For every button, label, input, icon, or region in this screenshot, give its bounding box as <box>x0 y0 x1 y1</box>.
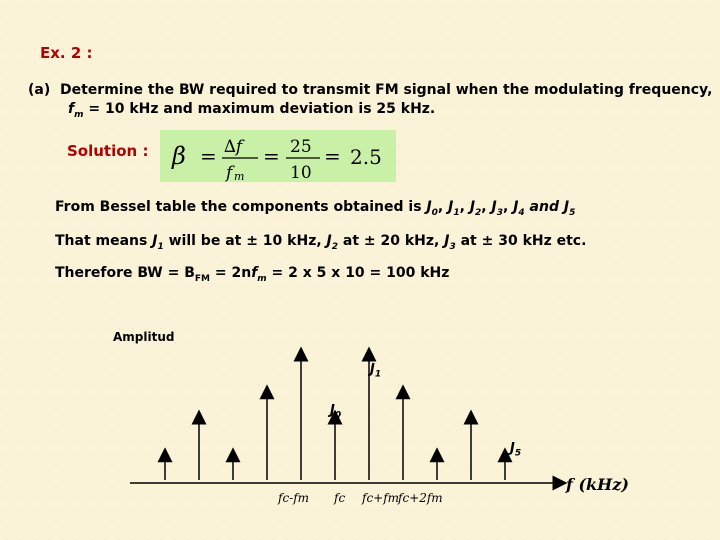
example-title: Ex. 2 : <box>40 44 93 62</box>
frequency-axis-label: f (kHz) <box>566 475 629 494</box>
j2-label: J <box>469 199 476 215</box>
solution-label: Solution : <box>67 142 149 160</box>
l2-j2-sub: 2 <box>331 241 339 252</box>
l2-j1-sub: 1 <box>157 241 164 252</box>
j1-label: J <box>448 199 454 215</box>
m-sub: m <box>234 170 245 182</box>
question-text-b: = 10 kHz and maximum deviation is 25 kHz. <box>83 101 436 117</box>
j0-sub: 0 <box>431 207 438 218</box>
numerator: 25 <box>290 137 312 157</box>
tick-fc: fc <box>334 491 346 505</box>
f-symbol: f <box>226 163 233 182</box>
line2-b: at ± 20 kHz, <box>338 233 445 249</box>
tick-fc-plus-2fm: fc+2fm <box>398 491 443 505</box>
line3-c: = 2 x 5 x 10 = 100 kHz <box>266 265 450 281</box>
result: 2.5 <box>350 145 382 169</box>
label-j1: $J_1$ <box>370 362 382 380</box>
eq-1: = <box>200 144 217 168</box>
eq-3: = <box>324 144 341 168</box>
l2-j3: J <box>444 233 450 249</box>
line2-c: at ± 30 kHz etc. <box>455 233 587 249</box>
l2-j1: J <box>152 233 158 249</box>
question-text-a: Determine the BW required to transmit FM signal when the modulating frequency, <box>60 82 713 98</box>
denominator: 10 <box>290 163 312 182</box>
j4-label: J <box>513 199 519 215</box>
fm-symbol: f <box>68 101 75 117</box>
j4-sub: 4 <box>518 207 525 218</box>
line3-a: Therefore BW = B <box>55 265 195 281</box>
line1-prefix: From Bessel table the components obtained is <box>55 199 427 215</box>
j3-sub: 3 <box>496 207 503 218</box>
label-j0: $J_0$ <box>330 403 342 421</box>
line2-a: will be at ± 10 kHz, <box>163 233 327 249</box>
delta-f: ∆f <box>224 137 243 157</box>
and-word: and <box>524 199 564 215</box>
tick-fc-fm: fc-fm <box>278 491 310 505</box>
j2-sub: 2 <box>475 207 482 218</box>
j3-label: J <box>491 199 497 215</box>
j1-sub: 1 <box>453 207 460 218</box>
line2-prefix: That means <box>55 233 153 249</box>
bessel-line: From Bessel table the components obtained is $J_0$, $J_1$, $J_2$, $J_3$, $J_4$ and $J_5$ <box>55 199 576 218</box>
j5-label: J <box>563 199 570 215</box>
eq-2: = <box>263 144 280 168</box>
j5-sub: 5 <box>569 207 576 218</box>
label-j5: $J_5$ <box>510 441 522 459</box>
j0-label: J <box>426 199 432 215</box>
l2-j3-sub: 3 <box>449 241 456 252</box>
amplitude-axis-label: Amplitud <box>113 330 175 344</box>
question-marker: (a) <box>28 82 51 98</box>
line3-b: = 2n <box>210 265 252 281</box>
tick-fc-plus-fm: fc+fm <box>362 491 400 505</box>
l2-j2: J <box>326 233 332 249</box>
line3-sub: FM <box>194 273 210 284</box>
line3-m: m <box>257 273 267 284</box>
line3-f: f <box>251 265 258 281</box>
fm-sub: m <box>74 109 84 120</box>
beta-symbol: β <box>172 142 186 170</box>
